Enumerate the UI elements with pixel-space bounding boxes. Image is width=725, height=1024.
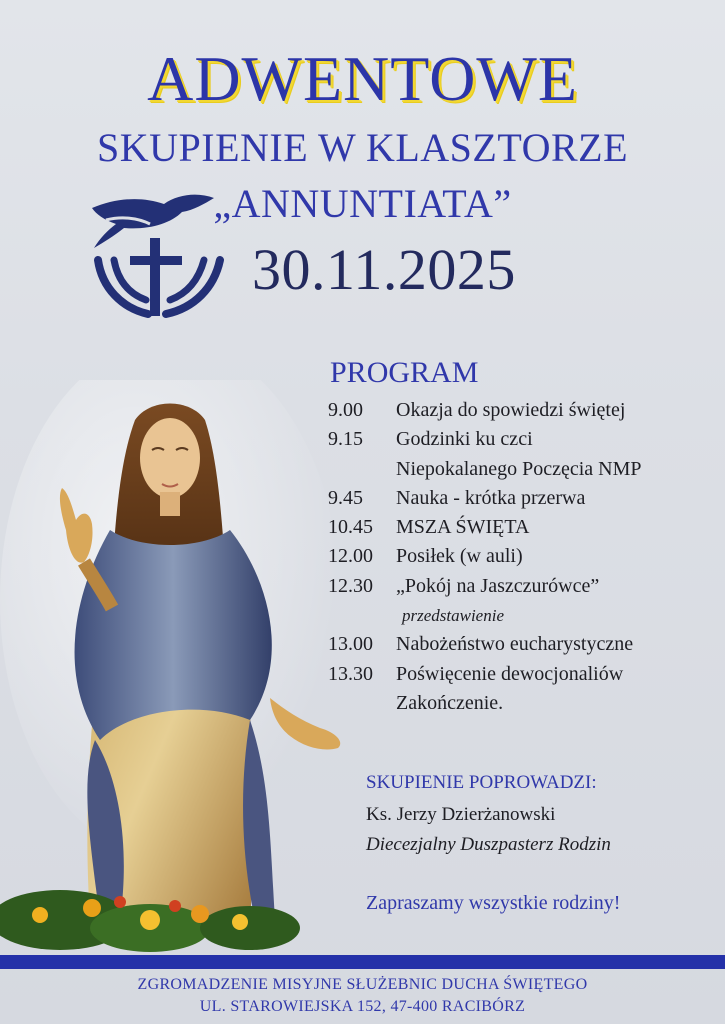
program-item: przedstawienie (402, 606, 504, 626)
program-heading: PROGRAM (330, 356, 479, 389)
dove-cross-waves-icon (86, 190, 226, 320)
leader-heading: SKUPIENIE POPROWADZI: (366, 772, 597, 793)
program-item: 13.00 Nabożeństwo eucharystyczne (328, 633, 634, 656)
leader-name: Ks. Jerzy Dzierżanowski (366, 804, 556, 825)
program-item: 13.30 Poświęcenie dewocjonaliów (328, 662, 624, 685)
program-item: Zakończenie. (396, 691, 504, 714)
program-item: 9.15 Godzinki ku czci (328, 428, 533, 451)
program-item: 9.45 Nauka - krótka przerwa (328, 486, 586, 509)
footer-divider (0, 955, 725, 969)
poster-subtitle: SKUPIENIE W KLASZTORZE (97, 125, 628, 170)
leader-role: Diecezjalny Duszpasterz Rodzin (366, 834, 611, 855)
program-item: 12.30 „Pokój na Jaszczurówce” (328, 574, 600, 597)
poster-subtitle-name: „ANNUNTIATA” (213, 181, 512, 226)
footer-organization: ZGROMADZENIE MISYJNE SŁUŻEBNIC DUCHA ŚWIĘTEGO (137, 976, 588, 993)
event-date: 30.11.2025 (252, 237, 516, 302)
program-item: 9.00 Okazja do spowiedzi świętej (328, 399, 626, 421)
program-list (328, 396, 718, 718)
poster-title: ADWENTOWE (147, 43, 578, 114)
program-item: 10.45 MSZA ŚWIĘTA (328, 516, 530, 539)
program-item: 12.00 Posiłek (w auli) (328, 545, 523, 568)
footer-address: UL. STAROWIEJSKA 152, 47-400 RACIBÓRZ (199, 998, 526, 1015)
program-item: Niepokalanego Poczęcia NMP (396, 457, 642, 480)
madonna-statue-image (0, 380, 360, 955)
invitation-text: Zapraszamy wszystkie rodziny! (366, 892, 621, 914)
